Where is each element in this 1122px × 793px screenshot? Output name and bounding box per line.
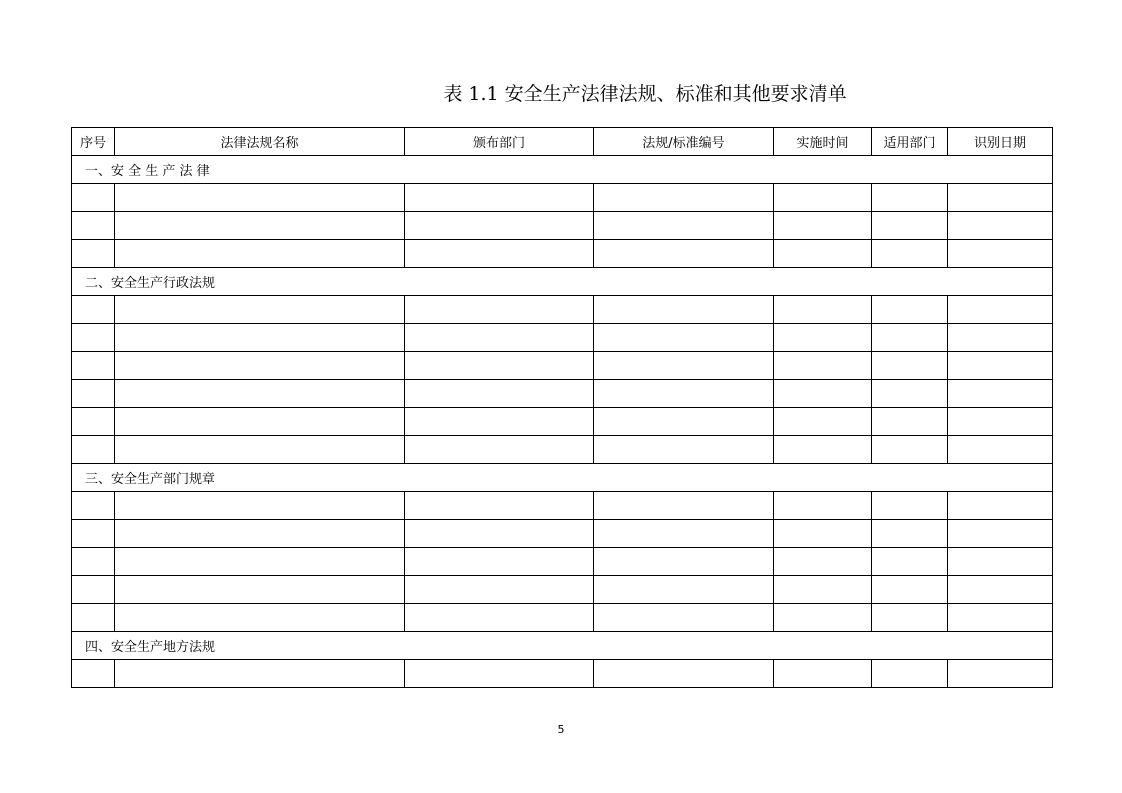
table-cell bbox=[774, 548, 872, 576]
table-cell bbox=[405, 576, 594, 604]
table-cell bbox=[115, 352, 405, 380]
table-cell bbox=[774, 184, 872, 212]
table-cell bbox=[405, 604, 594, 632]
table-cell bbox=[405, 436, 594, 464]
table-cell bbox=[115, 408, 405, 436]
table-cell bbox=[594, 492, 774, 520]
table-cell bbox=[872, 548, 948, 576]
table-cell bbox=[115, 520, 405, 548]
table-row bbox=[72, 380, 1053, 408]
table-cell bbox=[594, 436, 774, 464]
table-row bbox=[72, 660, 1053, 688]
table-row bbox=[72, 436, 1053, 464]
column-header-law-name: 法律法规名称 bbox=[115, 128, 405, 156]
table-cell bbox=[115, 492, 405, 520]
table-cell bbox=[948, 408, 1053, 436]
table-cell bbox=[948, 296, 1053, 324]
table-cell bbox=[948, 660, 1053, 688]
table-cell bbox=[872, 576, 948, 604]
table-row bbox=[72, 604, 1053, 632]
table-cell bbox=[405, 548, 594, 576]
table-cell bbox=[594, 548, 774, 576]
table-cell bbox=[948, 604, 1053, 632]
table-cell bbox=[405, 492, 594, 520]
section-heading: 一、安 全 生 产 法 律 bbox=[72, 156, 1053, 184]
table-cell bbox=[774, 436, 872, 464]
section-row bbox=[72, 632, 1053, 660]
column-header-index: 序号 bbox=[72, 128, 115, 156]
table-cell bbox=[405, 660, 594, 688]
column-header-applicable-department: 适用部门 bbox=[872, 128, 948, 156]
table-row bbox=[72, 324, 1053, 352]
table-cell bbox=[72, 660, 115, 688]
section-heading: 四、安全生产地方法规 bbox=[72, 632, 1053, 660]
table-cell bbox=[872, 380, 948, 408]
table-cell bbox=[872, 604, 948, 632]
section-heading: 二、安全生产行政法规 bbox=[72, 268, 1053, 296]
table-cell bbox=[948, 576, 1053, 604]
table-cell bbox=[405, 408, 594, 436]
table-cell bbox=[72, 520, 115, 548]
table-cell bbox=[774, 660, 872, 688]
table-cell bbox=[872, 212, 948, 240]
table-cell bbox=[872, 520, 948, 548]
table-row bbox=[72, 492, 1053, 520]
table-cell bbox=[948, 184, 1053, 212]
table-row bbox=[72, 520, 1053, 548]
table-cell bbox=[872, 492, 948, 520]
table-cell bbox=[774, 576, 872, 604]
table-row bbox=[72, 548, 1053, 576]
table-cell bbox=[115, 212, 405, 240]
table-cell bbox=[72, 352, 115, 380]
table-cell bbox=[72, 576, 115, 604]
table-cell bbox=[594, 660, 774, 688]
column-header-identification-date: 识别日期 bbox=[948, 128, 1053, 156]
table-cell bbox=[774, 296, 872, 324]
table-cell bbox=[405, 296, 594, 324]
table-cell bbox=[872, 660, 948, 688]
table-cell bbox=[774, 520, 872, 548]
table-cell bbox=[594, 352, 774, 380]
table-cell bbox=[405, 240, 594, 268]
section-row bbox=[72, 156, 1053, 184]
table-title: 表 1.1 安全生产法律法规、标准和其他要求清单 bbox=[443, 83, 847, 105]
table-cell bbox=[774, 324, 872, 352]
table-body bbox=[72, 156, 1053, 688]
table-cell bbox=[115, 604, 405, 632]
table-row bbox=[72, 296, 1053, 324]
section-row bbox=[72, 464, 1053, 492]
table-row bbox=[72, 212, 1053, 240]
law-regulation-table bbox=[71, 127, 1053, 688]
table-cell bbox=[72, 212, 115, 240]
table-cell bbox=[594, 380, 774, 408]
header-row bbox=[72, 128, 1053, 156]
table-cell bbox=[72, 436, 115, 464]
table-cell bbox=[115, 436, 405, 464]
column-header-effective-date: 实施时间 bbox=[774, 128, 872, 156]
table-row bbox=[72, 576, 1053, 604]
table-cell bbox=[405, 184, 594, 212]
table-cell bbox=[594, 184, 774, 212]
table-cell bbox=[872, 296, 948, 324]
table-cell bbox=[872, 436, 948, 464]
table-cell bbox=[948, 520, 1053, 548]
section-heading: 三、安全生产部门规章 bbox=[72, 464, 1053, 492]
table-cell bbox=[948, 324, 1053, 352]
table-cell bbox=[405, 212, 594, 240]
section-row bbox=[72, 268, 1053, 296]
table-cell bbox=[115, 548, 405, 576]
table-cell bbox=[72, 240, 115, 268]
table-cell bbox=[72, 380, 115, 408]
table-row bbox=[72, 352, 1053, 380]
table-cell bbox=[115, 184, 405, 212]
table-cell bbox=[948, 212, 1053, 240]
table-cell bbox=[594, 240, 774, 268]
table-cell bbox=[72, 548, 115, 576]
table-cell bbox=[594, 296, 774, 324]
table-cell bbox=[72, 184, 115, 212]
table-cell bbox=[948, 352, 1053, 380]
table-cell bbox=[115, 576, 405, 604]
table-cell bbox=[948, 240, 1053, 268]
table-cell bbox=[405, 380, 594, 408]
table-cell bbox=[115, 240, 405, 268]
table-row bbox=[72, 184, 1053, 212]
column-header-issuing-department: 颁布部门 bbox=[405, 128, 594, 156]
table-cell bbox=[774, 604, 872, 632]
table-cell bbox=[594, 604, 774, 632]
table-cell bbox=[872, 408, 948, 436]
table-cell bbox=[405, 352, 594, 380]
table-cell bbox=[594, 520, 774, 548]
table-cell bbox=[774, 380, 872, 408]
table-cell bbox=[594, 408, 774, 436]
table-cell bbox=[872, 240, 948, 268]
page-number: 5 bbox=[557, 723, 565, 736]
table-cell bbox=[774, 240, 872, 268]
table-cell bbox=[72, 408, 115, 436]
table-cell bbox=[115, 324, 405, 352]
table-cell bbox=[594, 576, 774, 604]
table-cell bbox=[115, 660, 405, 688]
table-cell bbox=[72, 324, 115, 352]
table-cell bbox=[72, 492, 115, 520]
table-cell bbox=[872, 184, 948, 212]
table-cell bbox=[115, 380, 405, 408]
table-cell bbox=[948, 380, 1053, 408]
table-cell bbox=[872, 352, 948, 380]
table-cell bbox=[774, 408, 872, 436]
table-cell bbox=[948, 492, 1053, 520]
table-cell bbox=[405, 520, 594, 548]
table-cell bbox=[72, 604, 115, 632]
table-cell bbox=[948, 436, 1053, 464]
column-header-standard-number: 法规/标准编号 bbox=[594, 128, 774, 156]
table-cell bbox=[594, 212, 774, 240]
table-cell bbox=[72, 296, 115, 324]
table-cell bbox=[872, 324, 948, 352]
table-cell bbox=[774, 352, 872, 380]
table-cell bbox=[774, 212, 872, 240]
table-row bbox=[72, 408, 1053, 436]
table-cell bbox=[115, 296, 405, 324]
table-cell bbox=[594, 324, 774, 352]
table-cell bbox=[948, 548, 1053, 576]
table-cell bbox=[774, 492, 872, 520]
table-row bbox=[72, 240, 1053, 268]
table-cell bbox=[405, 324, 594, 352]
